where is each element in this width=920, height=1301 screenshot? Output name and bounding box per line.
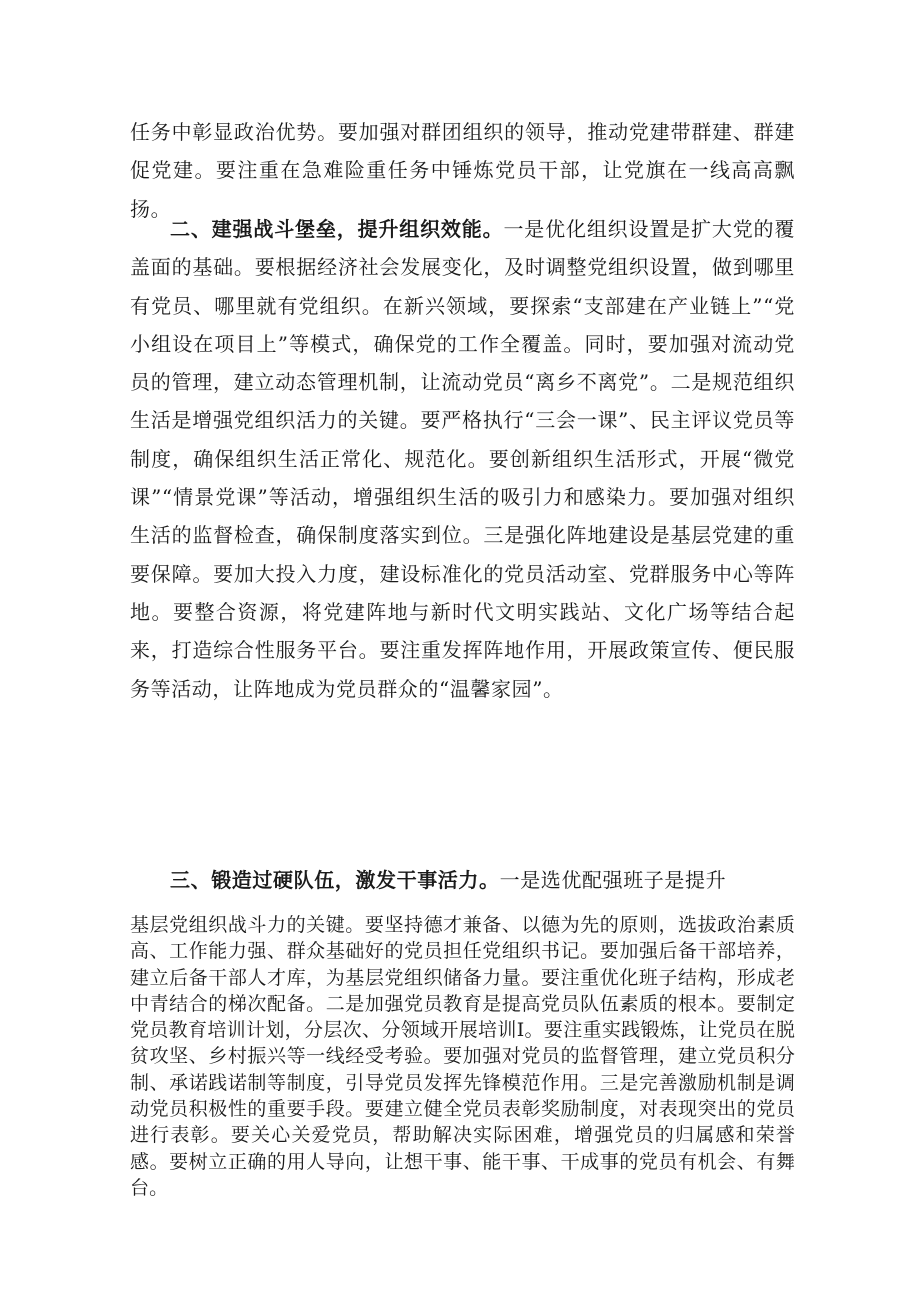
section-3-heading: 三、锻造过硬队伍，激发干事活力。 [170, 868, 500, 892]
paragraph-continuation: 任务中彰显政治优势。要加强对群团组织的领导，推动党建带群建、群建促党建。要注重在急难险重任务中锤炼党员干部，让党旗在一线高高飘扬。 [130, 120, 795, 221]
section-2-body: 一是优化组织设置是扩大党的覆盖面的基础。要根据经济社会发展变化，及时调整党组织设置，做到哪里有党员、哪里就有党组织。在新兴领域，要探索“支部建在产业链上”“党小组设在项目上”等模式，确保党的工作全覆盖。同时，要加强对流动党员的管理，建立动态管理机制，让流动党员“离乡不离党”。二是规范组织生活是增强党组织活力的关键。要严格执行“三会一课”、民主评议党员等制度，确保组织生活正常化、规范化。要创新组织生活形式，开展“微党课”“情景党课”等活动，增强组织生活的吸引力和感染力。要加强对组织生活的监督检查，确保制度落实到位。三是强化阵地建设是基层党建的重要保障。要加大投入力度，建设标准化的党员活动室、党群服务中心等阵地。要整合资源，将党建阵地与新时代文明实践站、文化广场等结合起来，打造综合性服务平台。要注重发挥阵地作用，开展政策宣传、便民服务等活动，让阵地成为党员群众的“温馨家园”。 [130, 217, 795, 701]
section-2-paragraph [130, 210, 795, 708]
section-3-heading-line [130, 861, 795, 899]
section-2-heading: 二、建强战斗堡垒，提升组织效能。 [170, 217, 504, 241]
section-3-body: 基层党组织战斗力的关键。要坚持德才兼备、以德为先的原则，选拔政治素质高、工作能力强、群众基础好的党员担任党组织书记。要加强后备干部培养，建立后备干部人才库，为基层党组织储备力量。要注重优化班子结构，形成老中青结合的梯次配备。二是加强党员教育是提高党员队伍素质的根本。要制定党员教育培训计划，分层次、分领域开展培训I。要注重实践锻炼，让党员在脱贫攻坚、乡村振兴等一线经受考验。要加强对党员的监督管理，建立党员积分制、承诺践诺制等制度，引导党员发挥先锋模范作用。三是完善激励机制是调动党员积极性的重要手段。要建立健全党员表彰奖励制度，对表现突出的党员进行表彰。要关心关爱党员，帮助解决实际困难，增强党员的归属感和荣誉感。要树立正确的用人导向，让想干事、能干事、干成事的党员有机会、有舞台。 [130, 914, 795, 1199]
section-3-heading-tail: 一是选优配强班子是提升 [499, 868, 727, 892]
